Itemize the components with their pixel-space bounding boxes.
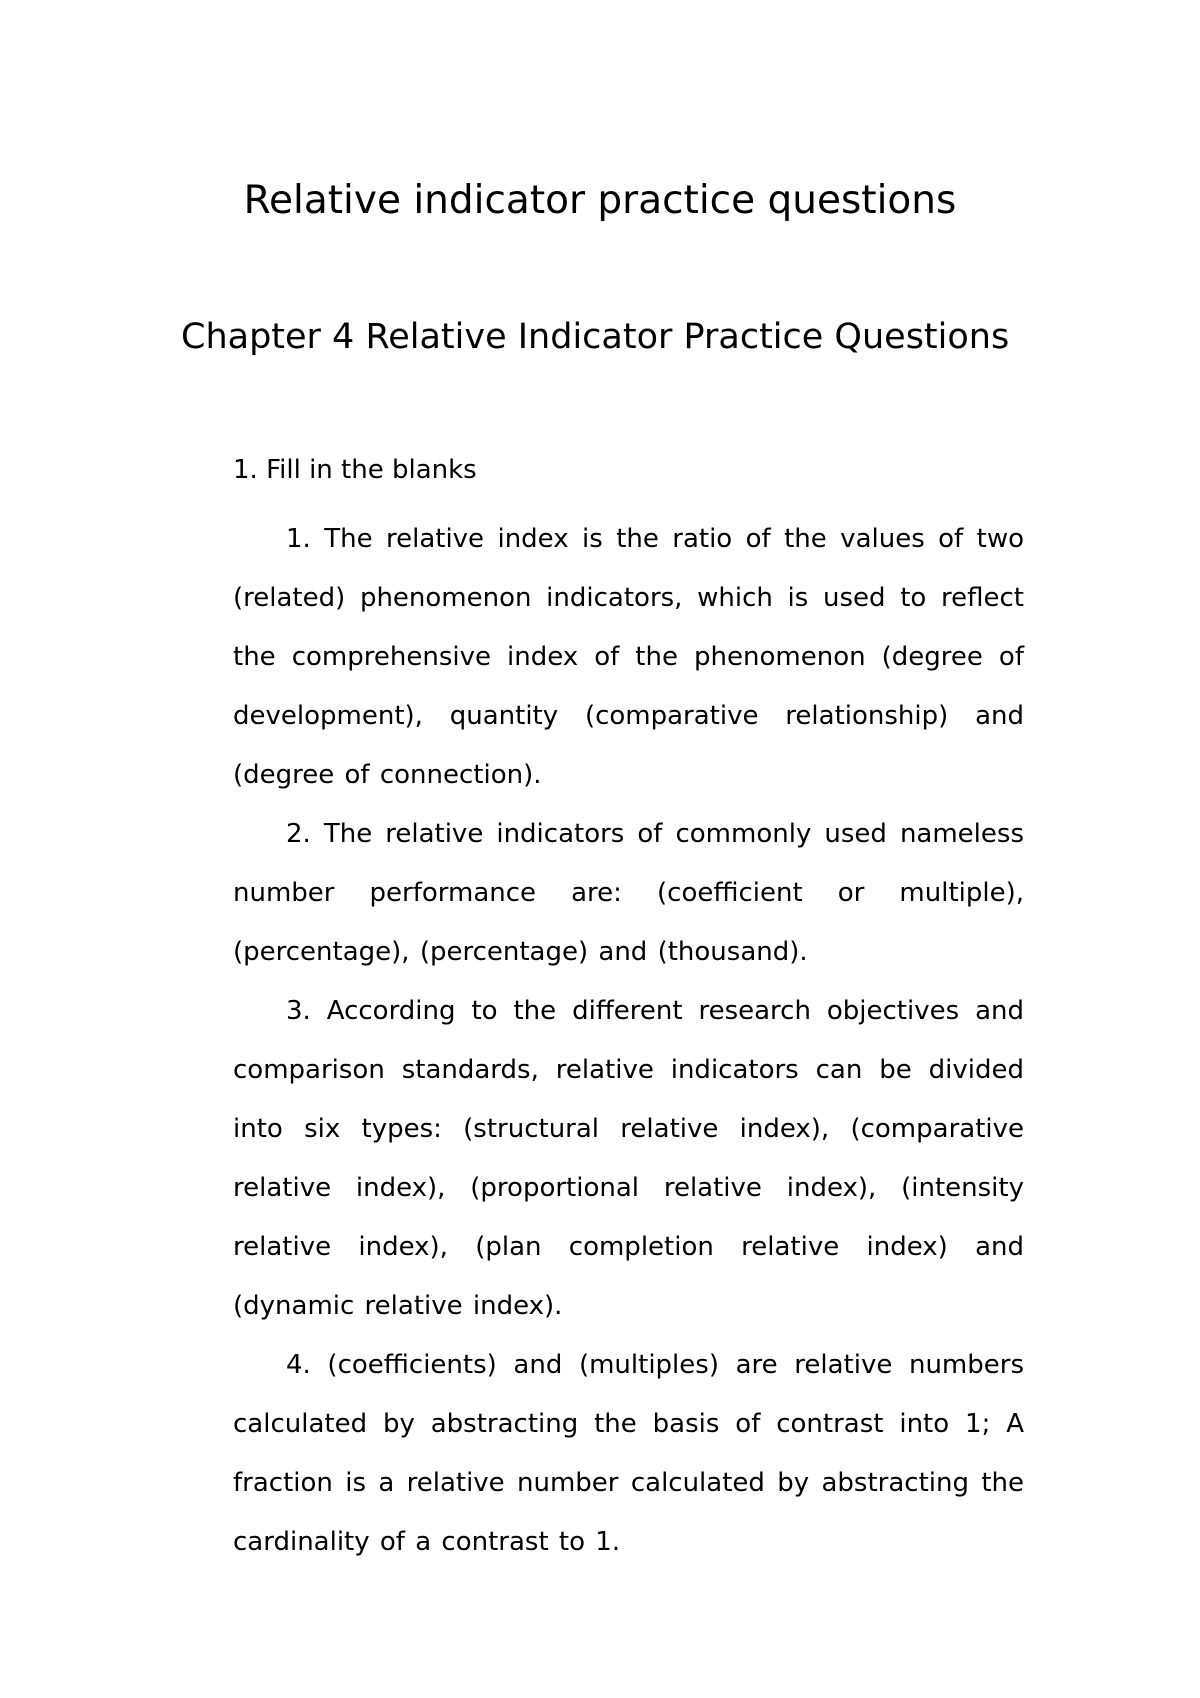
question-item-3: 3. According to the different research objectives and comparison standards, relative indicators can be divided into six types: (structural relative index), (comparative relative index), (proportional relative index), (intensity relative index), (plan completion relative index) and (dynamic relative index). [233, 996, 1024, 1321]
chapter-heading: Chapter 4 Relative Indicator Practice Questions [181, 317, 1010, 357]
section-heading: 1. Fill in the blanks [233, 455, 477, 485]
question-item-2: 2. The relative indicators of commonly used nameless number performance are: (coefficient or multiple), (percentage), (percentage) and (thousand). [233, 819, 1024, 967]
document-title: Relative indicator practice questions [243, 178, 957, 223]
question-item-4: 4. (coefficients) and (multiples) are relative numbers calculated by abstracting the basis of contrast into 1; A fraction is a relative number calculated by abstracting the cardinality of a contrast to 1. [233, 1350, 1024, 1557]
question-item-1: 1. The relative index is the ratio of the values of two (related) phenomenon indicators, which is used to reflect the comprehensive index of the phenomenon (degree of development), quantity (comparative relationship) and (degree of connection). [233, 524, 1024, 790]
question-list [233, 510, 1024, 1572]
